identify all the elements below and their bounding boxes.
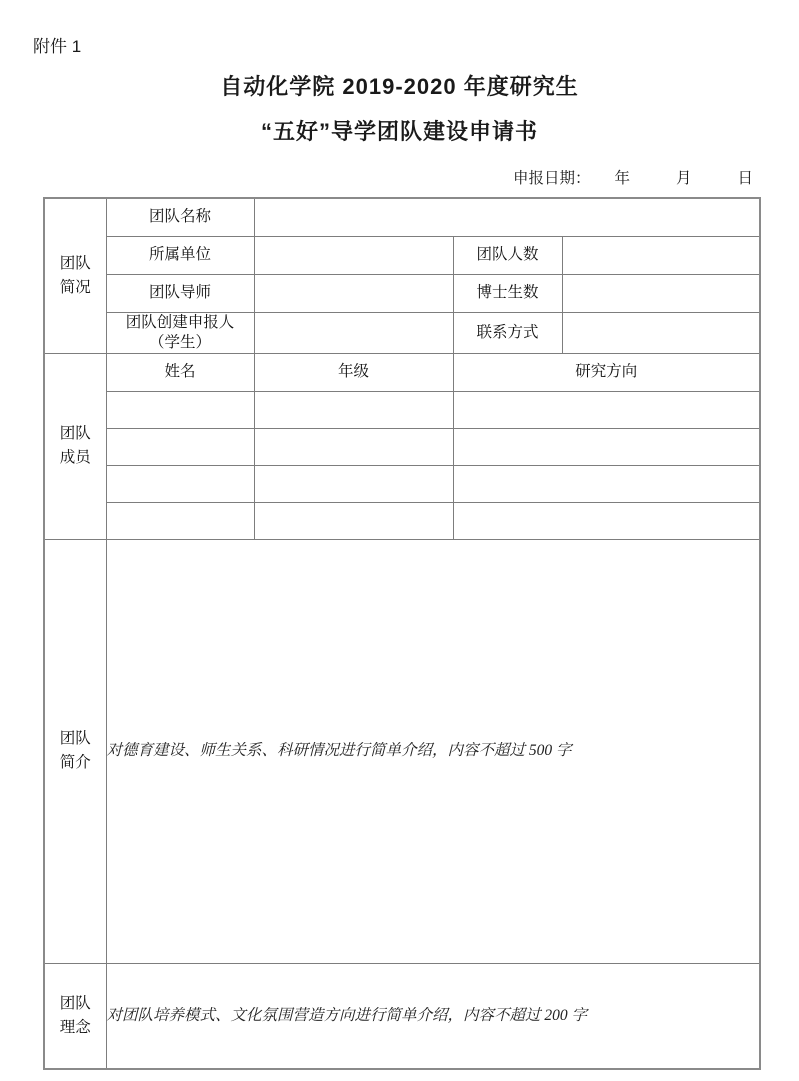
member-grade-cell	[254, 391, 453, 428]
member-name-column-header: 姓名	[106, 353, 254, 391]
intro-section-label	[44, 539, 106, 963]
intro-section-label-line2: 简介	[59, 754, 91, 772]
date-day-label: 日	[737, 170, 753, 187]
member-name-cell	[106, 428, 254, 465]
phd-count-value-cell	[562, 274, 760, 312]
member-research-cell	[453, 391, 760, 428]
philosophy-content-cell	[106, 963, 760, 1069]
member-row	[44, 502, 760, 539]
team-name-label: 团队名称	[106, 198, 254, 236]
applicant-label	[106, 312, 254, 353]
attachment-label: 附件 1	[33, 37, 82, 56]
contact-label: 联系方式	[453, 312, 562, 353]
team-size-label: 团队人数	[453, 236, 562, 274]
unit-value-cell	[254, 236, 453, 274]
overview-section-label	[44, 198, 106, 353]
overview-section-label-line1: 团队	[59, 254, 91, 272]
member-research-cell	[453, 428, 760, 465]
team-size-value-cell	[562, 236, 760, 274]
philosophy-section-label	[44, 963, 106, 1069]
member-research-column-header: 研究方向	[453, 353, 760, 391]
contact-value-cell	[562, 312, 760, 353]
application-form-table	[43, 197, 761, 1070]
member-name-cell	[106, 391, 254, 428]
intro-content-cell	[106, 539, 760, 963]
page-title-line2: “五好”导学团队建设申请书	[260, 119, 538, 144]
member-name-cell	[106, 465, 254, 502]
intro-section-label-line1: 团队	[59, 730, 91, 748]
member-row	[44, 428, 760, 465]
applicant-label-line1: 团队创建申报人	[125, 313, 235, 331]
members-section-label	[44, 353, 106, 539]
member-research-cell	[453, 502, 760, 539]
page-title-line1: 自动化学院 2019-2020 年度研究生	[220, 74, 579, 99]
date-year-label: 年	[614, 170, 630, 187]
member-name-cell	[106, 502, 254, 539]
philosophy-section-label-line1: 团队	[59, 995, 91, 1013]
intro-hint: 对德育建设、师生关系、科研情况进行简单介绍，内容不超过 500 字	[106, 742, 572, 760]
philosophy-section-label-line2: 理念	[59, 1019, 91, 1037]
applicant-value-cell	[254, 312, 453, 353]
unit-label: 所属单位	[106, 236, 254, 274]
members-section-label-line1: 团队	[59, 425, 91, 443]
member-row	[44, 465, 760, 502]
philosophy-hint: 对团队培养模式、文化氛围营造方向进行简单介绍，内容不超过 200 字	[106, 1007, 588, 1025]
phd-count-label: 博士生数	[453, 274, 562, 312]
member-research-cell	[453, 465, 760, 502]
application-date-row	[513, 166, 753, 188]
member-grade-cell	[254, 465, 453, 502]
date-label: 申报日期：	[512, 170, 591, 187]
overview-section-label-line2: 简况	[59, 278, 91, 296]
member-grade-column-header: 年级	[254, 353, 453, 391]
date-month-label: 月	[675, 170, 692, 187]
member-row	[44, 391, 760, 428]
mentor-value-cell	[254, 274, 453, 312]
applicant-label-line2: （学生）	[148, 333, 211, 351]
team-name-value-cell	[254, 198, 760, 236]
mentor-label: 团队导师	[106, 274, 254, 312]
members-section-label-line2: 成员	[59, 449, 91, 467]
member-grade-cell	[254, 502, 453, 539]
member-grade-cell	[254, 428, 453, 465]
